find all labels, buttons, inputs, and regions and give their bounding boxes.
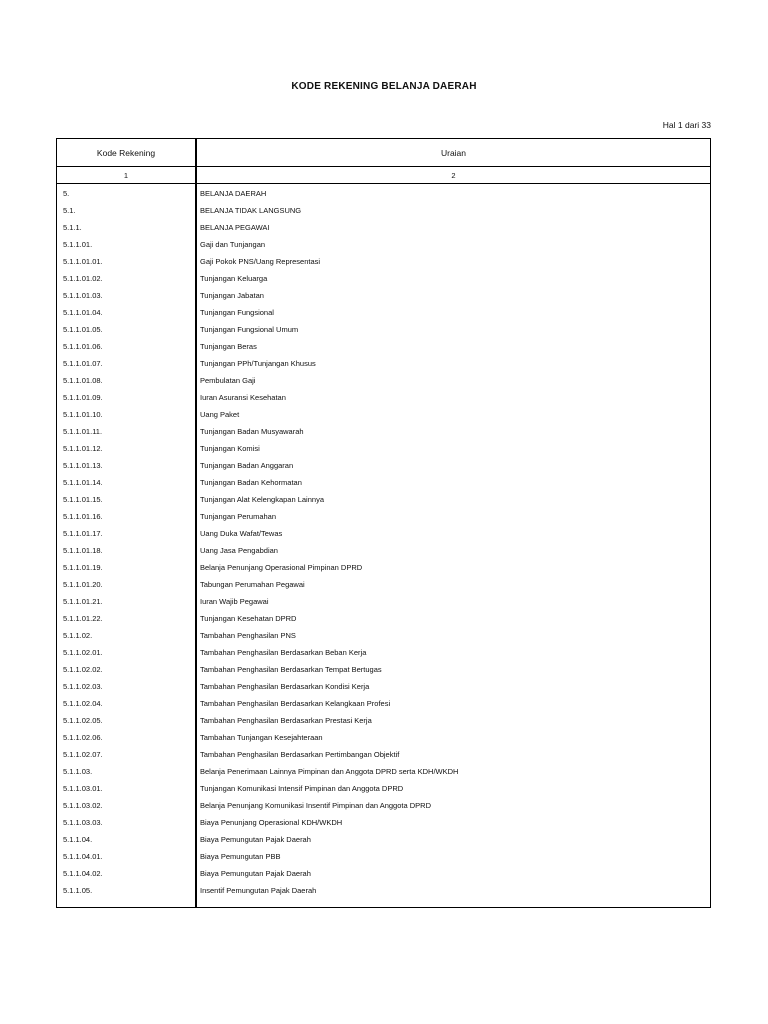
description-cell: Tambahan Penghasilan Berdasarkan Kondisi Kerja xyxy=(200,682,370,691)
table-row xyxy=(57,780,710,797)
description-cell: Belanja Penunjang Operasional Pimpinan DPRD xyxy=(200,563,363,572)
account-code-cell: 5.1.1.02. xyxy=(63,631,93,640)
table-row xyxy=(57,372,710,389)
description-cell: Tabungan Perumahan Pegawai xyxy=(200,580,305,589)
description-cell: Tunjangan Komunikasi Intensif Pimpinan dan Anggota DPRD xyxy=(200,784,404,793)
document-title: KODE REKENING BELANJA DAERAH xyxy=(291,81,477,92)
table-row xyxy=(57,457,710,474)
description-cell: Tambahan Penghasilan PNS xyxy=(200,631,296,640)
description-cell: Biaya Pemungutan PBB xyxy=(200,852,281,861)
account-code-cell: 5.1.1.03. xyxy=(63,767,93,776)
table-row xyxy=(57,627,710,644)
account-code-cell: 5.1.1.02.07. xyxy=(63,750,103,759)
table-row xyxy=(57,474,710,491)
account-code-cell: 5.1.1.01.08. xyxy=(63,376,103,385)
description-cell: Biaya Pemungutan Pajak Daerah xyxy=(200,835,311,844)
table-row xyxy=(57,202,710,219)
page-indicator: Hal 1 dari 33 xyxy=(662,120,711,130)
account-code-cell: 5.1.1.01.13. xyxy=(63,461,103,470)
account-code-cell: 5.1.1.01.12. xyxy=(63,444,103,453)
description-cell: Uang Paket xyxy=(200,410,240,419)
description-cell: Uang Duka Wafat/Tewas xyxy=(200,529,283,538)
description-cell: Tunjangan PPh/Tunjangan Khusus xyxy=(200,359,316,368)
table-row xyxy=(57,491,710,508)
account-code-cell: 5.1.1. xyxy=(63,223,82,232)
table-body xyxy=(57,185,710,899)
account-code-cell: 5.1.1.01.04. xyxy=(63,308,103,317)
column-number-2: 2 xyxy=(451,171,456,180)
description-cell: Uang Jasa Pengabdian xyxy=(200,546,278,555)
description-cell: Belanja Penerimaan Lainnya Pimpinan dan Anggota DPRD serta KDH/WKDH xyxy=(200,767,459,776)
description-cell: Tambahan Penghasilan Berdasarkan Tempat Bertugas xyxy=(200,665,382,674)
table-row xyxy=(57,576,710,593)
description-cell: Tambahan Penghasilan Berdasarkan Kelangkaan Profesi xyxy=(200,699,391,708)
account-code-cell: 5.1.1.01.02. xyxy=(63,274,103,283)
table-row xyxy=(57,865,710,882)
table-row xyxy=(57,797,710,814)
description-cell: Tambahan Penghasilan Berdasarkan Pertimbangan Objektif xyxy=(200,750,400,759)
account-code-cell: 5.1.1.05. xyxy=(63,886,93,895)
description-cell: Belanja Penunjang Komunikasi Insentif Pimpinan dan Anggota DPRD xyxy=(200,801,431,810)
description-cell: Biaya Pemungutan Pajak Daerah xyxy=(200,869,311,878)
description-cell: BELANJA PEGAWAI xyxy=(200,223,270,232)
description-cell: Tunjangan Beras xyxy=(200,342,257,351)
description-cell: Tunjangan Badan Anggaran xyxy=(200,461,294,470)
description-cell: Tunjangan Fungsional xyxy=(200,308,274,317)
description-cell: Pembulatan Gaji xyxy=(200,376,256,385)
account-code-cell: 5.1.1.03.03. xyxy=(63,818,103,827)
account-code-cell: 5.1.1.03.01. xyxy=(63,784,103,793)
table-row xyxy=(57,610,710,627)
table-row xyxy=(57,389,710,406)
table-row xyxy=(57,712,710,729)
description-cell: Tunjangan Badan Kehormatan xyxy=(200,478,302,487)
table-row xyxy=(57,729,710,746)
description-cell: Gaji Pokok PNS/Uang Representasi xyxy=(200,257,321,266)
account-code-table xyxy=(56,138,711,908)
table-row xyxy=(57,304,710,321)
account-code-cell: 5.1.1.02.05. xyxy=(63,716,103,725)
table-row xyxy=(57,508,710,525)
description-cell: Tunjangan Badan Musyawarah xyxy=(200,427,304,436)
description-cell: Tunjangan Jabatan xyxy=(200,291,264,300)
account-code-cell: 5.1.1.01.10. xyxy=(63,410,103,419)
table-row xyxy=(57,882,710,899)
table-row xyxy=(57,525,710,542)
account-code-cell: 5.1.1.01.01. xyxy=(63,257,103,266)
table-row xyxy=(57,321,710,338)
account-code-cell: 5.1.1.01.18. xyxy=(63,546,103,555)
account-code-cell: 5.1.1.01.16. xyxy=(63,512,103,521)
account-code-cell: 5.1.1.02.02. xyxy=(63,665,103,674)
description-cell: Iuran Asuransi Kesehatan xyxy=(200,393,286,402)
table-row xyxy=(57,355,710,372)
description-cell: Tunjangan Alat Kelengkapan Lainnya xyxy=(200,495,324,504)
table-row xyxy=(57,185,710,202)
description-cell: BELANJA DAERAH xyxy=(200,189,267,198)
description-cell: Gaji dan Tunjangan xyxy=(200,240,266,249)
account-code-cell: 5.1.1.02.04. xyxy=(63,699,103,708)
table-row xyxy=(57,559,710,576)
description-cell: Tunjangan Keluarga xyxy=(200,274,268,283)
description-cell: Tambahan Tunjangan Kesejahteraan xyxy=(200,733,323,742)
table-row xyxy=(57,236,710,253)
description-cell: Insentif Pemungutan Pajak Daerah xyxy=(200,886,317,895)
account-code-cell: 5.1.1.04. xyxy=(63,835,93,844)
account-code-cell: 5.1.1.02.06. xyxy=(63,733,103,742)
account-code-cell: 5.1.1.01.17. xyxy=(63,529,103,538)
table-row xyxy=(57,270,710,287)
description-cell: Tambahan Penghasilan Berdasarkan Prestasi Kerja xyxy=(200,716,372,725)
account-code-cell: 5.1.1.01.19. xyxy=(63,563,103,572)
account-code-cell: 5.1.1.01.03. xyxy=(63,291,103,300)
header-kode-rekening: Kode Rekening xyxy=(96,148,156,158)
account-code-cell: 5. xyxy=(63,189,70,198)
table-row xyxy=(57,644,710,661)
table-row xyxy=(57,338,710,355)
table-row xyxy=(57,695,710,712)
description-cell: Tambahan Penghasilan Berdasarkan Beban Kerja xyxy=(200,648,367,657)
table-row xyxy=(57,219,710,236)
table-row xyxy=(57,406,710,423)
column-number-1: 1 xyxy=(123,171,129,180)
table-row xyxy=(57,440,710,457)
account-code-cell: 5.1.1.01.14. xyxy=(63,478,103,487)
account-code-cell: 5.1.1.01.06. xyxy=(63,342,103,351)
description-cell: Tunjangan Komisi xyxy=(200,444,260,453)
description-cell: BELANJA TIDAK LANGSUNG xyxy=(200,206,302,215)
account-code-cell: 5.1.1.01.20. xyxy=(63,580,103,589)
account-code-cell: 5.1.1.01. xyxy=(63,240,93,249)
account-code-cell: 5.1.1.01.21. xyxy=(63,597,103,606)
table-row xyxy=(57,678,710,695)
description-cell: Tunjangan Fungsional Umum xyxy=(200,325,299,334)
header-uraian: Uraian xyxy=(440,148,467,158)
account-code-cell: 5.1.1.04.02. xyxy=(63,869,103,878)
account-code-cell: 5.1.1.04.01. xyxy=(63,852,103,861)
description-cell: Tunjangan Perumahan xyxy=(200,512,277,521)
description-cell: Iuran Wajib Pegawai xyxy=(200,597,269,606)
description-cell: Biaya Penunjang Operasional KDH/WKDH xyxy=(200,818,343,827)
account-code-cell: 5.1.1.01.15. xyxy=(63,495,103,504)
account-code-cell: 5.1. xyxy=(63,206,76,215)
account-code-cell: 5.1.1.01.22. xyxy=(63,614,103,623)
table-row xyxy=(57,814,710,831)
account-code-cell: 5.1.1.01.09. xyxy=(63,393,103,402)
description-cell: Tunjangan Kesehatan DPRD xyxy=(200,614,297,623)
table-row xyxy=(57,253,710,270)
table-row xyxy=(57,542,710,559)
account-code-cell: 5.1.1.03.02. xyxy=(63,801,103,810)
account-code-cell: 5.1.1.02.03. xyxy=(63,682,103,691)
table-row xyxy=(57,831,710,848)
account-code-cell: 5.1.1.02.01. xyxy=(63,648,103,657)
table-row xyxy=(57,763,710,780)
account-code-cell: 5.1.1.01.11. xyxy=(63,427,103,436)
table-row xyxy=(57,661,710,678)
column-number-divider xyxy=(57,183,710,184)
table-row xyxy=(57,287,710,304)
account-code-cell: 5.1.1.01.07. xyxy=(63,359,103,368)
table-row xyxy=(57,593,710,610)
table-row xyxy=(57,423,710,440)
table-row xyxy=(57,746,710,763)
account-code-cell: 5.1.1.01.05. xyxy=(63,325,103,334)
table-row xyxy=(57,848,710,865)
